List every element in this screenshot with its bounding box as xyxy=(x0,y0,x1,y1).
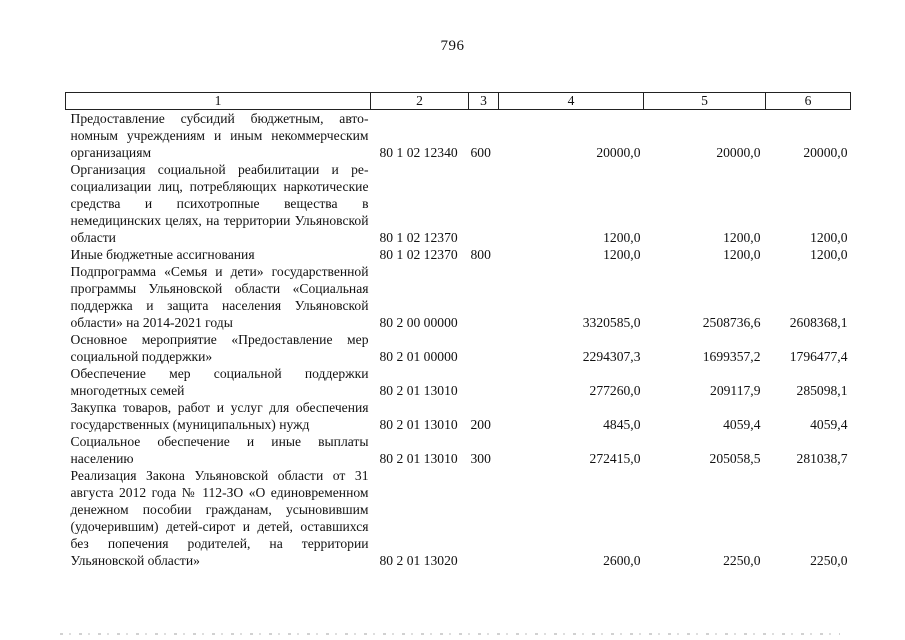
table-row xyxy=(66,263,851,331)
row-value-col4: 4845,0 xyxy=(603,417,641,432)
row-value-col6: 1200,0 xyxy=(810,230,848,245)
row-value-col6: 1796477,4 xyxy=(789,349,848,364)
row-value-col4: 272415,0 xyxy=(589,451,641,466)
row-value-col5: 20000,0 xyxy=(716,145,761,160)
row-code: 80 2 01 13010 xyxy=(379,451,458,466)
header-row xyxy=(66,93,851,110)
row-expense-type xyxy=(469,467,499,569)
page-number: 796 xyxy=(440,38,465,54)
header-col-5: 5 xyxy=(644,93,766,110)
header-col-3: 3 xyxy=(469,93,499,110)
row-expense-type: 300 xyxy=(470,451,491,466)
row-value-col5: 1200,0 xyxy=(723,247,761,262)
row-name: Иные бюджетные ассигнования xyxy=(70,247,255,262)
budget-table xyxy=(65,92,851,569)
row-expense-type: 600 xyxy=(470,145,491,160)
row-code: 80 1 02 12340 xyxy=(379,145,458,160)
row-value-col6: 20000,0 xyxy=(803,145,848,160)
row-value-col6: 281038,7 xyxy=(796,451,848,466)
row-value-col4: 2600,0 xyxy=(603,553,641,568)
row-value-col5: 1200,0 xyxy=(723,230,761,245)
row-name: Подпрограмма «Семья и дети» государственной программы Ульяновской области «Социальная поддержка и защита населения Ульяновской области» на 2014-2021 годы xyxy=(70,264,369,330)
row-value-col6: 2250,0 xyxy=(810,553,848,568)
table-row xyxy=(66,161,851,246)
row-code: 80 2 00 00000 xyxy=(379,315,458,330)
row-expense-type: 800 xyxy=(470,247,491,262)
table-row xyxy=(66,467,851,569)
table-row xyxy=(66,110,851,162)
row-value-col5: 4059,4 xyxy=(723,417,761,432)
row-value-col6: 285098,1 xyxy=(796,383,848,398)
header-col-4: 4 xyxy=(499,93,644,110)
table-header xyxy=(66,93,851,110)
row-name: Предоставление субсидий бюджетным, автономным учреждениям и иным некоммерческим организациям xyxy=(70,111,369,160)
row-value-col6: 2608368,1 xyxy=(789,315,848,330)
row-expense-type xyxy=(469,161,499,246)
row-name: Обеспечение мер социальной поддержки многодетных семей xyxy=(70,366,369,398)
header-col-6: 6 xyxy=(766,93,851,110)
row-code: 80 1 02 12370 xyxy=(379,247,458,262)
header-col-2: 2 xyxy=(371,93,469,110)
table-row xyxy=(66,365,851,399)
row-expense-type: 200 xyxy=(470,417,491,432)
row-name: Социальное обеспечение и иные выплаты населению xyxy=(70,434,369,466)
row-expense-type xyxy=(469,365,499,399)
row-value-col4: 2294307,3 xyxy=(582,349,641,364)
row-value-col4: 1200,0 xyxy=(603,247,641,262)
row-value-col5: 1699357,2 xyxy=(702,349,761,364)
table-body xyxy=(66,110,851,570)
row-value-col4: 277260,0 xyxy=(589,383,641,398)
table-row xyxy=(66,399,851,433)
row-code: 80 2 01 13020 xyxy=(379,553,458,568)
row-name: Реализация Закона Ульяновской области от 31 августа 2012 года № 112-ЗО «О единовременном денежном пособии гражданам, усыновившим (удочерившим) детей-сирот и детей, оставшихся без попечения родителей, на территории Ульяновской области» xyxy=(70,468,369,568)
row-value-col5: 205058,5 xyxy=(709,451,761,466)
row-value-col5: 2250,0 xyxy=(723,553,761,568)
table-row xyxy=(66,331,851,365)
row-name: Организация социальной реабилитации и ресоциализации лиц, потребляющих наркотические средства и психотропные вещества в немедицинских целях, на территории Ульяновской области xyxy=(70,162,369,245)
row-value-col6: 4059,4 xyxy=(810,417,848,432)
table-row xyxy=(66,433,851,467)
row-name: Закупка товаров, работ и услуг для обеспечения государственных (муниципальных) нужд xyxy=(70,400,369,432)
row-value-col5: 2508736,6 xyxy=(702,315,761,330)
row-code: 80 2 01 00000 xyxy=(379,349,458,364)
row-name: Основное мероприятие «Предоставление мер социальной поддержки» xyxy=(70,332,369,364)
scan-edge-artifact xyxy=(60,633,840,635)
row-value-col6: 1200,0 xyxy=(810,247,848,262)
row-value-col5: 209117,9 xyxy=(710,383,761,398)
row-code: 80 1 02 12370 xyxy=(379,230,458,245)
row-expense-type xyxy=(469,331,499,365)
row-code: 80 2 01 13010 xyxy=(379,383,458,398)
row-value-col4: 20000,0 xyxy=(596,145,641,160)
row-value-col4: 3320585,0 xyxy=(582,315,641,330)
header-col-1: 1 xyxy=(66,93,371,110)
row-value-col4: 1200,0 xyxy=(603,230,641,245)
row-code: 80 2 01 13010 xyxy=(379,417,458,432)
table-row xyxy=(66,246,851,263)
row-expense-type xyxy=(469,263,499,331)
